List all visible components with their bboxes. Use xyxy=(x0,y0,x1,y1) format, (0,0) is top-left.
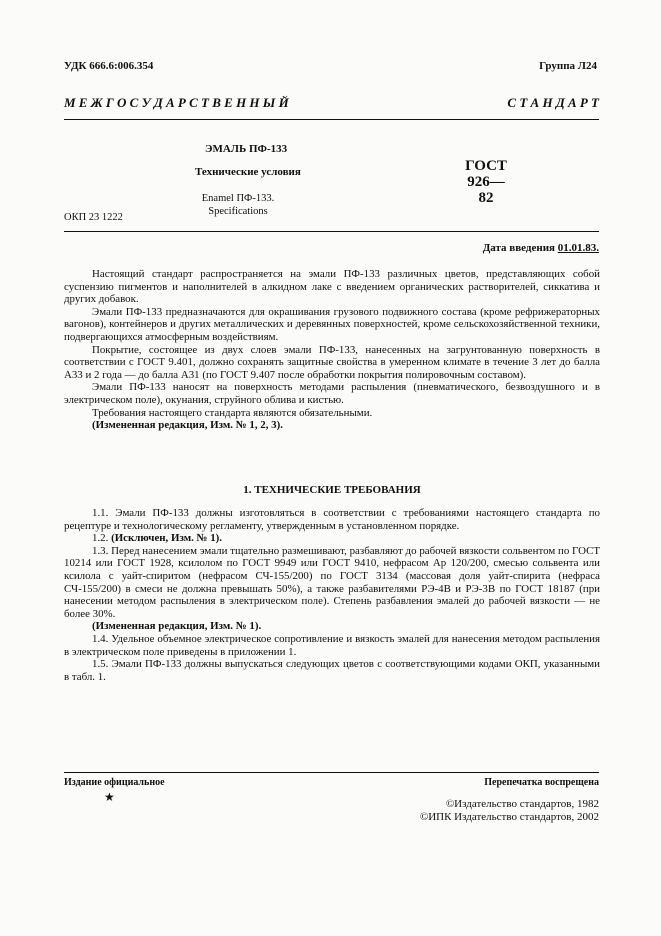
section-heading: 1. ТЕХНИЧЕСКИЕ ТРЕБОВАНИЯ xyxy=(243,484,421,496)
section1-text xyxy=(64,507,600,683)
okp-code: ОКП 23 1222 xyxy=(64,212,123,223)
star-icon: ★ xyxy=(104,790,115,804)
top-rule xyxy=(64,119,599,120)
clause-1-5: 1.5. Эмали ПФ-133 должны выпускаться следующих цветов с соответствующими кодами ОКП, указанными в табл. 1. xyxy=(64,658,600,683)
clause-1-3-change-note: (Измененная редакция, Изм. № 1). xyxy=(92,620,262,633)
introduction-date xyxy=(483,242,599,254)
gost-label: ГОСТ xyxy=(465,158,507,174)
document-subtitle: Технические условия xyxy=(195,166,301,178)
clause-1-4: 1.4. Удельное объемное электрическое сопротивление и вязкость эмалей для нанесения методом распыления в электрическом поле приведены в приложении 1. xyxy=(64,632,600,658)
udk-code: УДК 666.6:006.354 xyxy=(64,60,154,72)
intro-paragraph: Эмали ПФ-133 предназначаются для окрашивания грузового подвижного состава (кроме рефрижераторных вагонов), контейнеров и других металлических и деревянных поверхностей, кроме сельскохозяйственной техники, подвергающихся атмосферным воздействиям. xyxy=(64,305,600,343)
introduction-date-value: 01.01.83. xyxy=(557,242,599,254)
clause-1-2-number: 1.2. xyxy=(92,532,109,545)
introduction-date-label: Дата введения xyxy=(482,242,555,254)
intro-paragraph: Требования настоящего стандарта являются обязательными. xyxy=(92,406,373,419)
clause-1-2 xyxy=(64,532,600,545)
banner-word-standard: С Т А Н Д А Р Т xyxy=(507,95,599,110)
english-title-line2: Specifications xyxy=(208,206,268,217)
intro-text xyxy=(64,268,600,432)
footer-rule xyxy=(64,772,599,773)
gost-designation xyxy=(463,158,509,206)
clause-1-1: 1.1. Эмали ПФ-133 должны изготовляться в соответствии с требованиями настоящего стандарта по рецептуре и технологическому регламенту, утвержденным в установленном порядке. xyxy=(64,507,600,532)
copyright-1982: ©Издательство стандартов, 1982 xyxy=(445,798,599,810)
official-edition: Издание официальное xyxy=(64,777,165,788)
intro-paragraph: Настоящий стандарт распространяется на эмали ПФ-133 различных цветов, представляющих собой суспензию пигментов и наполнителей в алкидном лаке с введением органических растворителей, сиккатива и других добавок. xyxy=(64,268,600,306)
group-code: Группа Л24 xyxy=(539,60,597,72)
clause-1-3: 1.3. Перед нанесением эмали тщательно размешивают, разбавляют до рабочей вязкости сольвентом по ГОСТ 10214 или ГОСТ 1928, ксилолом по ГОСТ 9949 или ГОСТ 9410, нефрасом Ар 120/200, смесью сольвента или ксилола с уайт-спиритом (нефрасом СЧ-155/200) по ГОСТ 3134 (массовая доля уайт-спирита (нефраса СЧ-155/200) в смеси не должна превышать 50%), а также разбавителями РЭ-4В и РЭ-3В по ГОСТ 18187 (при нанесении методом распыления в электрическом поле). Степень разбавления эмалей до рабочей вязкости — не более 30%. xyxy=(64,544,600,620)
gost-number: 926—82 xyxy=(467,174,505,206)
clause-1-2-text: (Исключен, Изм. № 1). xyxy=(111,532,223,545)
reprint-prohibited: Перепечатка воспрещена xyxy=(484,777,599,788)
copyright-2002: ©ИПК Издательство стандартов, 2002 xyxy=(419,811,599,823)
english-title-line1: Enamel ПФ-133. xyxy=(201,193,275,204)
banner-word-interstate: М Е Ж Г О С У Д А Р С Т В Е Н Н Ы Й xyxy=(64,95,289,110)
intro-paragraph: Покрытие, состоящее из двух слоев эмали ПФ-133, нанесенных на загрунтованную поверхность в соответствии с ГОСТ 9.401, должно сохранять защитные свойства в умеренном климате в течение 3 лет до балла А33 и 2 года — до балла А31 (по ГОСТ 9.407 после обработки покрытия полировочным составом). xyxy=(64,343,600,381)
intro-paragraph: Эмали ПФ-133 наносят на поверхность методами распыления (пневматического, безвоздушного и в электрическом поле), окунания, струйного облива и кистью. xyxy=(64,381,600,406)
intro-change-note: (Измененная редакция, Изм. № 1, 2, 3). xyxy=(92,419,283,432)
header-bottom-rule xyxy=(64,231,599,232)
english-title xyxy=(195,192,281,218)
document-title: ЭМАЛЬ ПФ-133 xyxy=(205,143,288,155)
standard-banner xyxy=(64,95,599,111)
